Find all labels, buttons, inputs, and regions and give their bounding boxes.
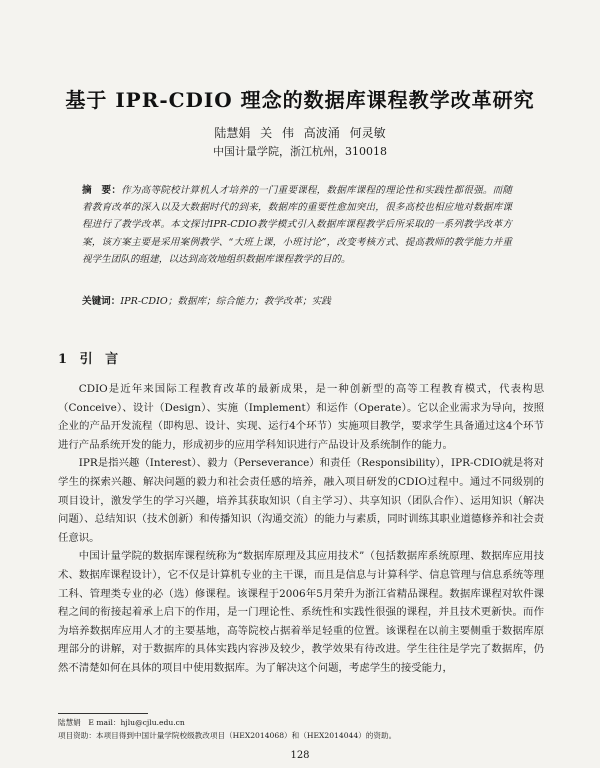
footnote-divider: [58, 713, 148, 714]
authors: 陆慧娟 关 伟 高波涌 何灵敏: [214, 126, 386, 140]
paragraph: IPR是指兴趣（Interest）、毅力（Perseverance）和责任（Responsibility），IPR-CDIO就是将对学生的探索兴趣、解决问题的毅力和社会责任感的培养，融入项目研发的CDIO过程中。通过不同级别的项目设计，激发学生的学习兴趣，培养其获取知识（自主学习）、共享知识（团队合作）、运用知识（解决问题）、总结知识（技术创新）和传播知识（沟通交流）的能力与素质，同时训练其职业道德修养和社会责任意识。: [58, 457, 544, 544]
page-number: 128: [290, 750, 310, 761]
footnote-project: 项目资助：本项目得到中国计量学院校级教改项目（HEX2014068）和（HEX2014044）的资助。: [58, 731, 397, 740]
section-heading: 1 引 言: [58, 352, 123, 367]
paragraph: 中国计量学院的数据库课程统称为“数据库原理及其应用技术”（包括数据库系统原理、数据库应用技术、数据库课程设计），它不仅是计算机专业的主干课，而且是信息与计算科学、信息管理与信息系统等理工科、管理类专业的必（选）修课程。该课程于2006年5月荣升为浙江省精品课程。数据库课程对软件课程之间的衔接起着承上启下的作用，是一门理论性、系统性和实践性很强的课程，并且技术更新快。而作为培养数据库应用人才的主要基地，高等院校占据着举足轻重的位置。该课程在以前主要侧重于数据库原理部分的讲解，对于数据库的具体实践内容涉及较少，教学效果有待改进。学生往往是学完了数据库，仍然不清楚如何在具体的项目中使用数据库。为了解决这个问题，考虑学生的接受能力，: [58, 550, 544, 674]
keywords: [82, 293, 512, 307]
abstract-label: 摘 要：: [82, 185, 122, 196]
keywords-label: 关键词：: [82, 296, 121, 307]
body-text: [58, 380, 544, 678]
abstract-text: 作为高等院校计算机人才培养的一门重要课程，数据库课程的理论性和实践性都很强。而随着教育改革的深入以及大数据时代的到来，数据库的重要性愈加突出，很多高校也相应地对数据库课程进行了教学改革。本文探讨IPR-CDIO教学模式引入数据库课程教学后所采取的一系列教学改革方案，该方案主要是采用案例教学、“大班上课，小班讨论”，改变考核方式、提高教师的教学能力并重视学生团队的组建，以达到高效地组织数据库课程教学的目的。: [82, 185, 513, 265]
footnote: [58, 716, 544, 742]
abstract: [82, 182, 512, 268]
affiliation: 中国计量学院，浙江杭州，310018: [213, 145, 387, 158]
paper-title: 基于 IPR-CDIO 理念的数据库课程教学改革研究: [65, 88, 535, 112]
paragraph: CDIO是近年来国际工程教育改革的最新成果，是一种创新型的高等工程教育模式，代表构思（Conceive）、设计（Design）、实施（Implement）和运作（Operate）。它以企业需求为导向，按照企业的产品开发流程（即构思、设计、实现、运行4个环节）实施项目教学，要求学生具备通过这4个环节进行产品系统开发的能力，形成初步的应用学科知识进行产品设计及系统制作的能力。: [58, 383, 544, 451]
footnote-author: 陆慧娟 E mail：hjlu@cjlu.edu.cn: [58, 718, 185, 727]
keywords-text: IPR-CDIO；数据库；综合能力；教学改革；实践: [120, 296, 331, 307]
